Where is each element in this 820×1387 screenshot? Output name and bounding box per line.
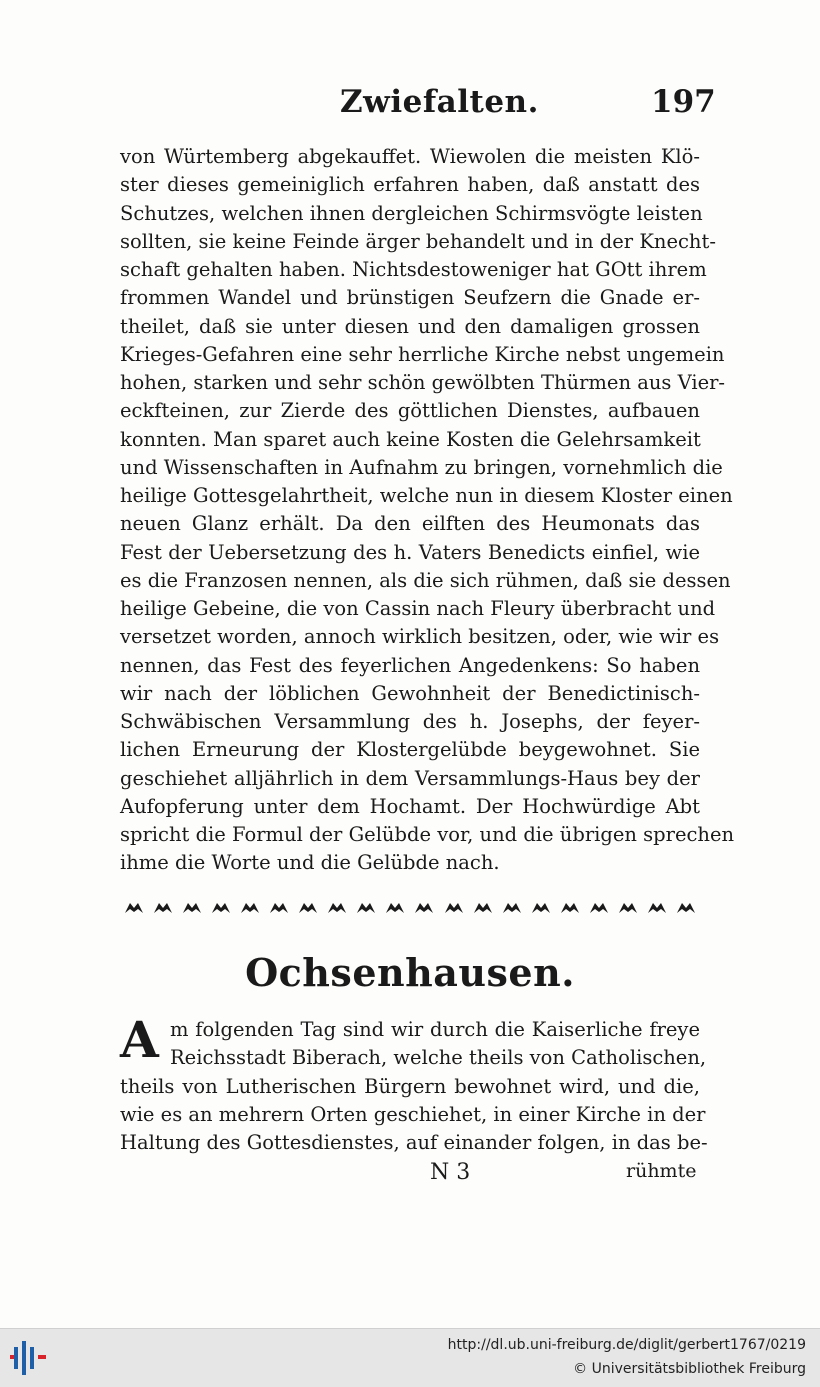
fleuron-icon [676, 900, 696, 914]
fleuron-icon [240, 900, 260, 914]
fleuron-icon [269, 900, 289, 914]
running-title: Zwiefalten. [340, 84, 539, 120]
section-paragraph [120, 1010, 708, 1157]
fleuron-icon [444, 900, 464, 914]
text-line: von Würtemberg abgekauffet. Wiewolen die meisten Klö- [120, 145, 700, 168]
text-line: lichen Erneurung der Klostergelübde beygewohnet. Sie [120, 738, 700, 762]
permalink-url[interactable]: http://dl.ub.uni-freiburg.de/diglit/gerbert1767/0219 [447, 1337, 806, 1353]
drop-cap: A [120, 1010, 159, 1069]
text-line: neuen Glanz erhält. Da den eilften des Heumonats das [120, 512, 700, 536]
fleuron-icon [531, 900, 551, 914]
fleuron-icon [589, 900, 609, 914]
text-line: Haltung des Gottesdienstes, auf einander folgen, in das be- [120, 1131, 708, 1154]
text-line: frommen Wandel und brünstigen Seufzern die Gnade er- [120, 286, 700, 310]
text-line: ihme die Worte und die Gelübde nach. [120, 851, 500, 875]
text-line: wie es an mehrern Orten geschiehet, in einer Kirche in der [120, 1102, 706, 1126]
ornament-divider [124, 897, 696, 917]
text-line: geschiehet alljährlich in dem Versammlungs-Haus bey der [120, 766, 700, 790]
body-paragraph [120, 143, 735, 878]
text-line: sollten, sie keine Feinde ärger behandelt und in der Knecht- [120, 229, 716, 253]
fleuron-icon [560, 900, 580, 914]
text-line: und Wissenschaften in Aufnahm zu bringen, vornehmlich die [120, 455, 723, 479]
text-line: es die Franzosen nennen, als die sich rühmen, daß sie dessen [120, 568, 731, 592]
text-line: theilet, daß sie unter diesen und den damaligen grossen [120, 314, 700, 338]
section-title: Ochsenhausen. [245, 950, 575, 995]
text-line: schaft gehalten haben. Nichtsdestoweniger hat GOtt ihrem [120, 258, 707, 281]
text-line: nennen, das Fest des feyerlichen Angedenkens: So haben [120, 653, 700, 677]
text-line: spricht die Formul der Gelübde vor, und die übrigen sprechen [120, 823, 735, 846]
text-line: Krieges-Gefahren eine sehr herrliche Kirche nebst ungemein [120, 342, 725, 366]
fleuron-icon [298, 900, 318, 914]
signature-mark: N 3 [430, 1160, 471, 1185]
text-line: ster dieses gemeiniglich erfahren haben, daß anstatt des [120, 173, 700, 197]
fleuron-icon [385, 900, 405, 914]
text-line: Schutzes, welchen ihnen dergleichen Schirmsvögte leisten [120, 201, 703, 225]
text-line: heilige Gebeine, die von Cassin nach Fleury überbracht und [120, 597, 716, 620]
text-line: Fest der Uebersetzung des h. Vaters Benedicts einfiel, wie [120, 540, 700, 564]
fleuron-icon [356, 900, 376, 914]
fleuron-icon [414, 900, 434, 914]
text-line: hohen, starken und sehr schön gewölbten Thürmen aus Vier- [120, 371, 726, 394]
text-line: eckfteinen, zur Zierde des göttlichen Dienstes, aufbauen [120, 399, 700, 423]
library-logo-icon [10, 1339, 48, 1377]
text-line: konnten. Man sparet auch keine Kosten die Gelehrsamkeit [120, 427, 701, 451]
fleuron-icon [502, 900, 522, 914]
text-line: wir nach der löblichen Gewohnheit der Benedictinisch- [120, 681, 700, 705]
fleuron-icon [124, 900, 144, 914]
text-line: Reichsstadt Biberach, welche theils von Catholischen, [170, 1046, 707, 1070]
fleuron-icon [327, 900, 347, 914]
text-line: m folgenden Tag sind wir durch die Kaiserliche freye [170, 1018, 700, 1041]
text-line: heilige Gottesgelahrtheit, welche nun in diesem Kloster einen [120, 484, 733, 507]
fleuron-icon [618, 900, 638, 914]
fleuron-icon [473, 900, 493, 914]
fleuron-icon [153, 900, 173, 914]
copyright-notice: © Universitätsbibliothek Freiburg [573, 1361, 806, 1377]
text-line: Aufopferung unter dem Hochamt. Der Hochwürdige Abt [120, 794, 700, 818]
text-line: Schwäbischen Versammlung des h. Josephs, der feyer- [120, 710, 700, 733]
footer-bar [0, 1328, 820, 1387]
page-number: 197 [651, 84, 716, 120]
fleuron-icon [182, 900, 202, 914]
text-line: theils von Lutherischen Bürgern bewohnet wird, und die, [120, 1074, 700, 1098]
catchword: rühmte [626, 1160, 697, 1182]
fleuron-icon [211, 900, 231, 914]
running-head [0, 84, 820, 124]
text-line: versetzet worden, annoch wirklich besitzen, oder, wie wir es [120, 625, 720, 649]
fleuron-icon [647, 900, 667, 914]
